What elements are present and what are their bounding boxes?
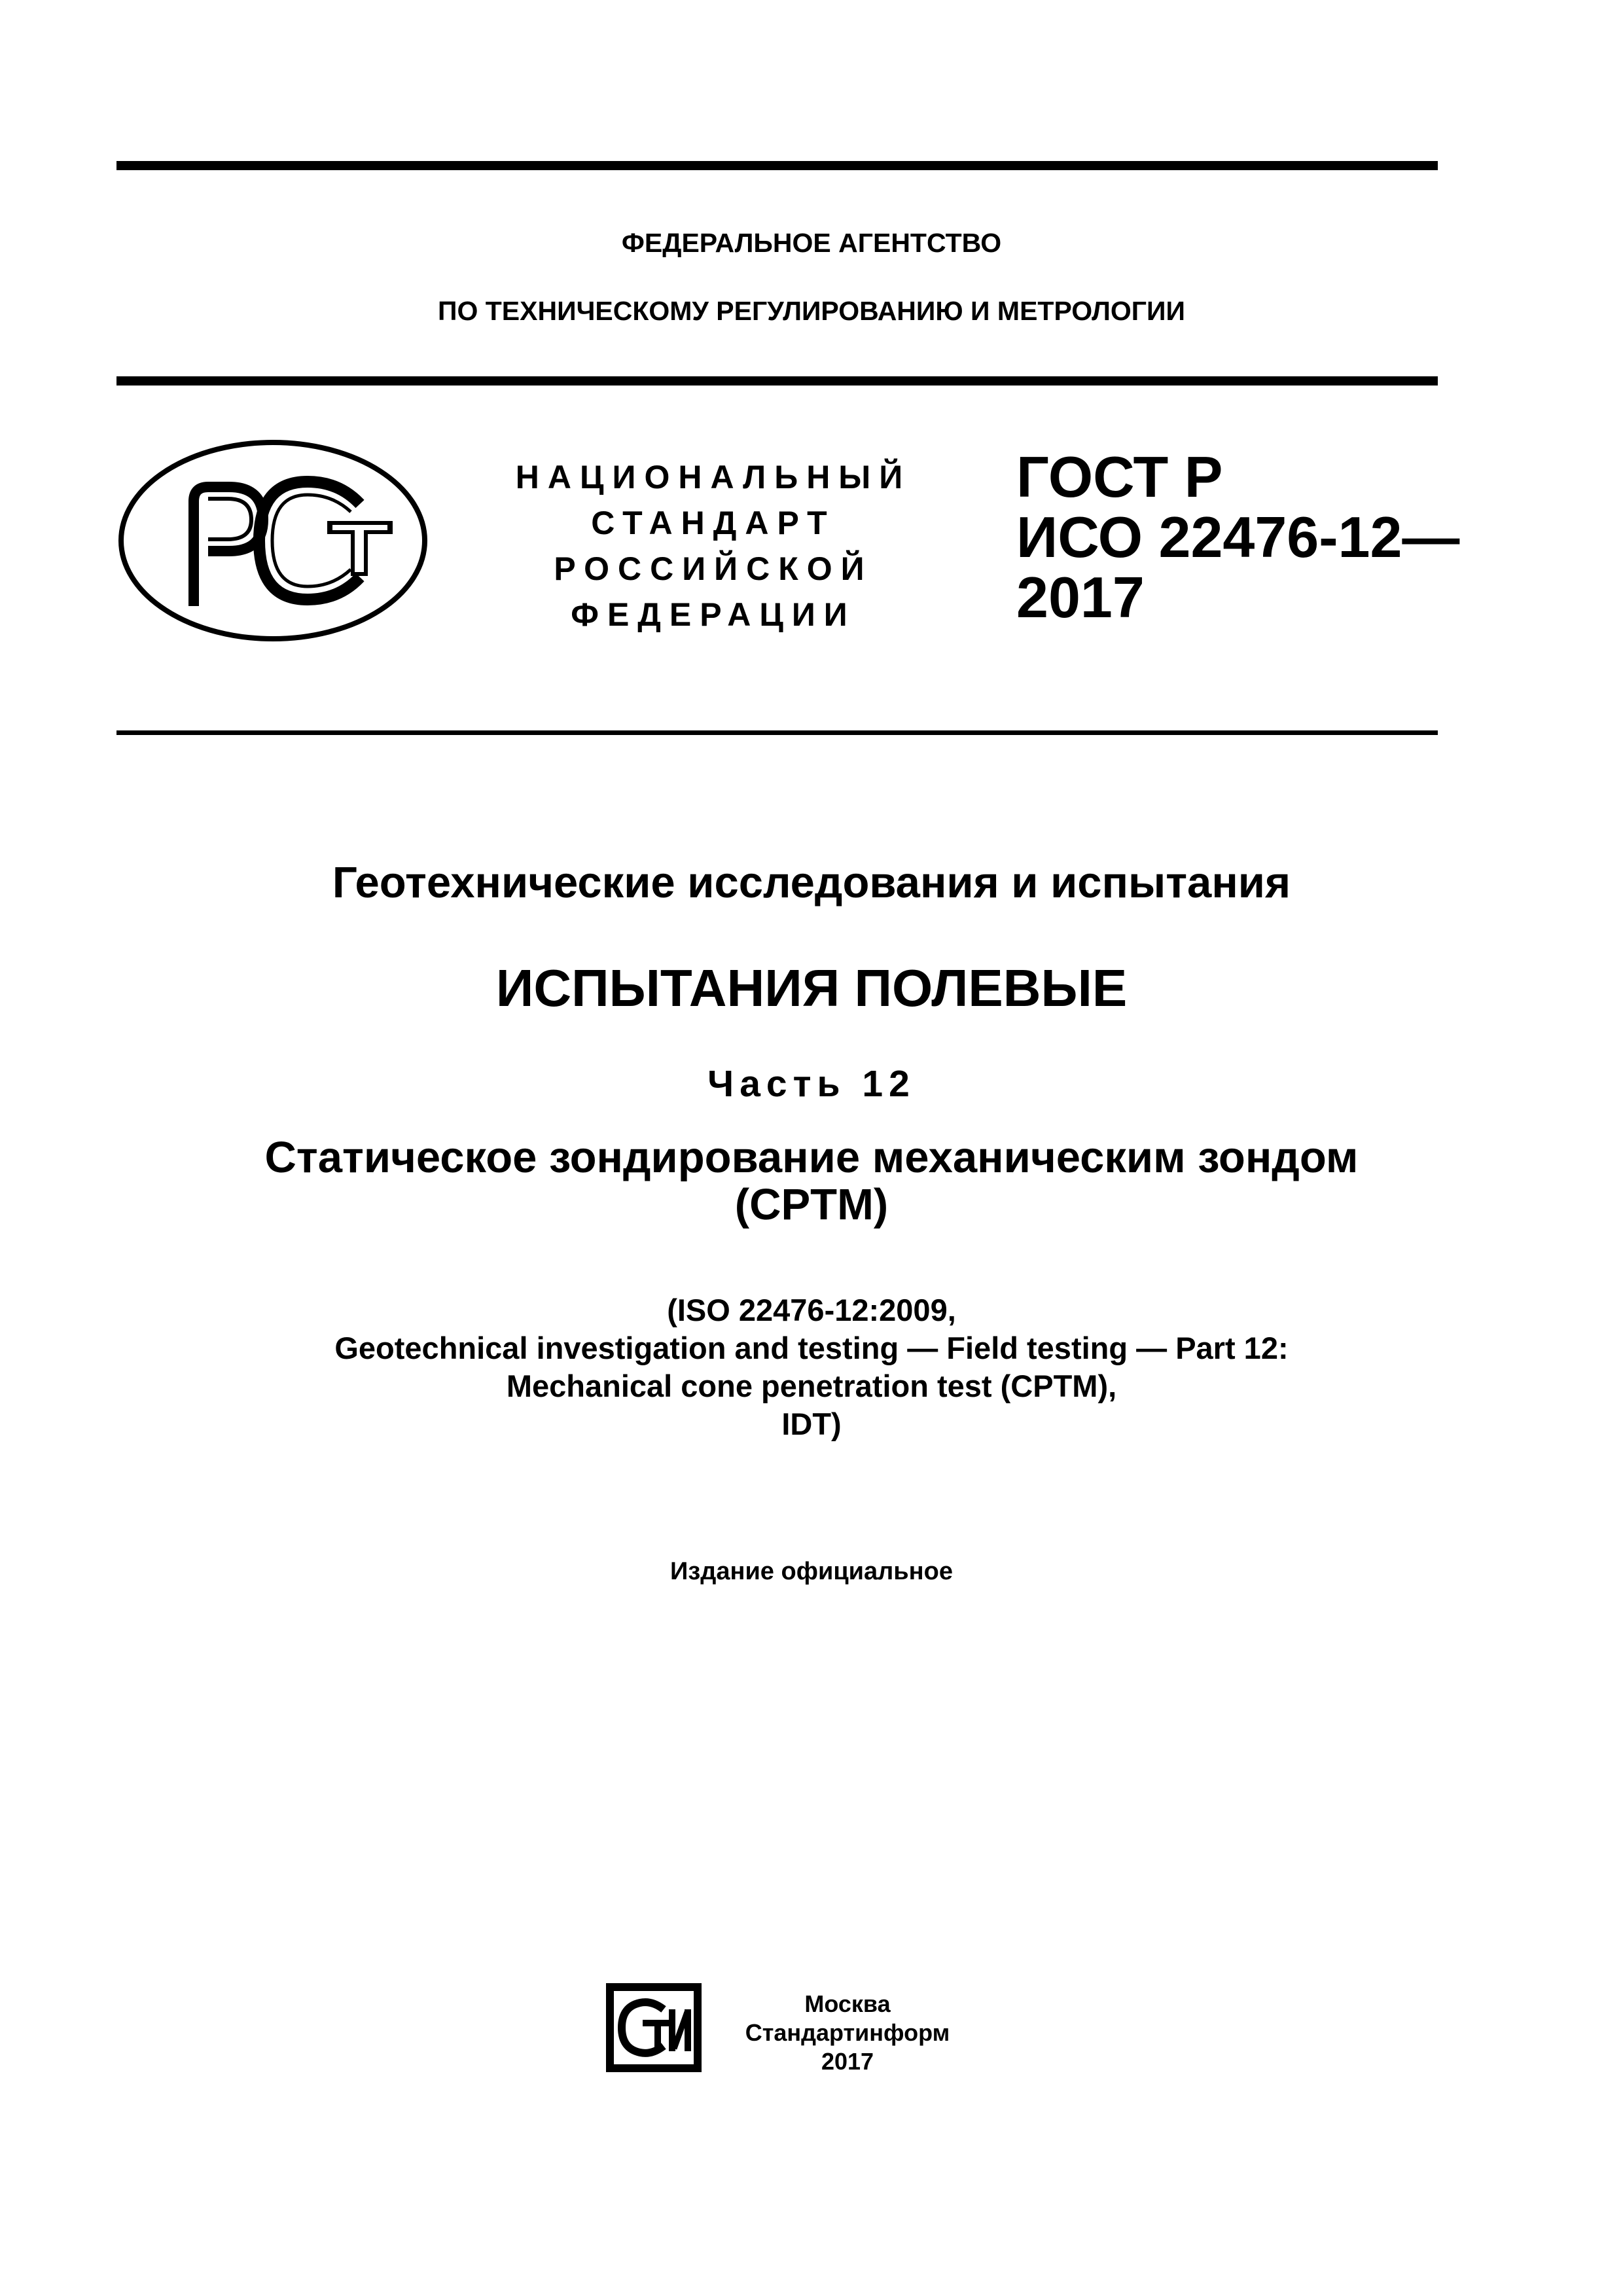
iso-reference-line-2: Geotechnical investigation and testing — Field testing — Part 12: <box>334 1331 1289 1365</box>
title-main: ИСПЫТАНИЯ ПОЛЕВЫЕ <box>495 959 1128 1017</box>
standard-type-line-1: НАЦИОНАЛЬНЫЙ <box>515 459 912 495</box>
iso-reference-line-1: (ISO 22476-12:2009, <box>667 1293 956 1327</box>
top-rule <box>116 161 1438 170</box>
rst-emblem-icon <box>116 436 429 645</box>
publisher-name: Стандартинформ <box>745 2019 950 2046</box>
subtitle-line-2: (CPTM) <box>734 1180 889 1229</box>
standard-designation <box>1016 444 1460 630</box>
title-group: Геотехнические исследования и испытания <box>332 858 1291 907</box>
subtitle-line-1: Статическое зондирование механическим зондом <box>264 1133 1359 1182</box>
agency-line-1: ФЕДЕРАЛЬНОЕ АГЕНТСТВО <box>621 228 1002 258</box>
iso-reference <box>0 1291 1623 1443</box>
agency-line-2: ПО ТЕХНИЧЕСКОМУ РЕГУЛИРОВАНИЮ И МЕТРОЛОГИИ <box>438 296 1185 326</box>
publisher-city: Москва <box>804 1990 891 2017</box>
designation-line-3: 2017 <box>1016 565 1145 630</box>
title-subtitle <box>0 1134 1623 1229</box>
designation-line-2: ИСО 22476-12— <box>1016 505 1460 569</box>
iso-reference-line-4: IDT) <box>781 1407 842 1441</box>
standard-type-line-4: ФЕДЕРАЦИИ <box>571 596 856 633</box>
designation-line-1: ГОСТ Р <box>1016 444 1223 509</box>
publisher-block <box>730 1990 965 2076</box>
publisher-year: 2017 <box>821 2048 874 2075</box>
standard-type-line-3: РОССИЙСКОЙ <box>554 550 873 587</box>
header-rule <box>116 376 1438 386</box>
title-part: Часть 12 <box>707 1063 916 1105</box>
iso-reference-line-3: Mechanical cone penetration test (CPTM), <box>506 1369 1117 1403</box>
edition-note: Издание официальное <box>670 1558 953 1585</box>
standard-type-line-2: СТАНДАРТ <box>591 505 836 541</box>
standard-type <box>458 454 969 637</box>
standartinform-logo-icon <box>606 1983 702 2072</box>
designation-rule <box>116 730 1438 735</box>
